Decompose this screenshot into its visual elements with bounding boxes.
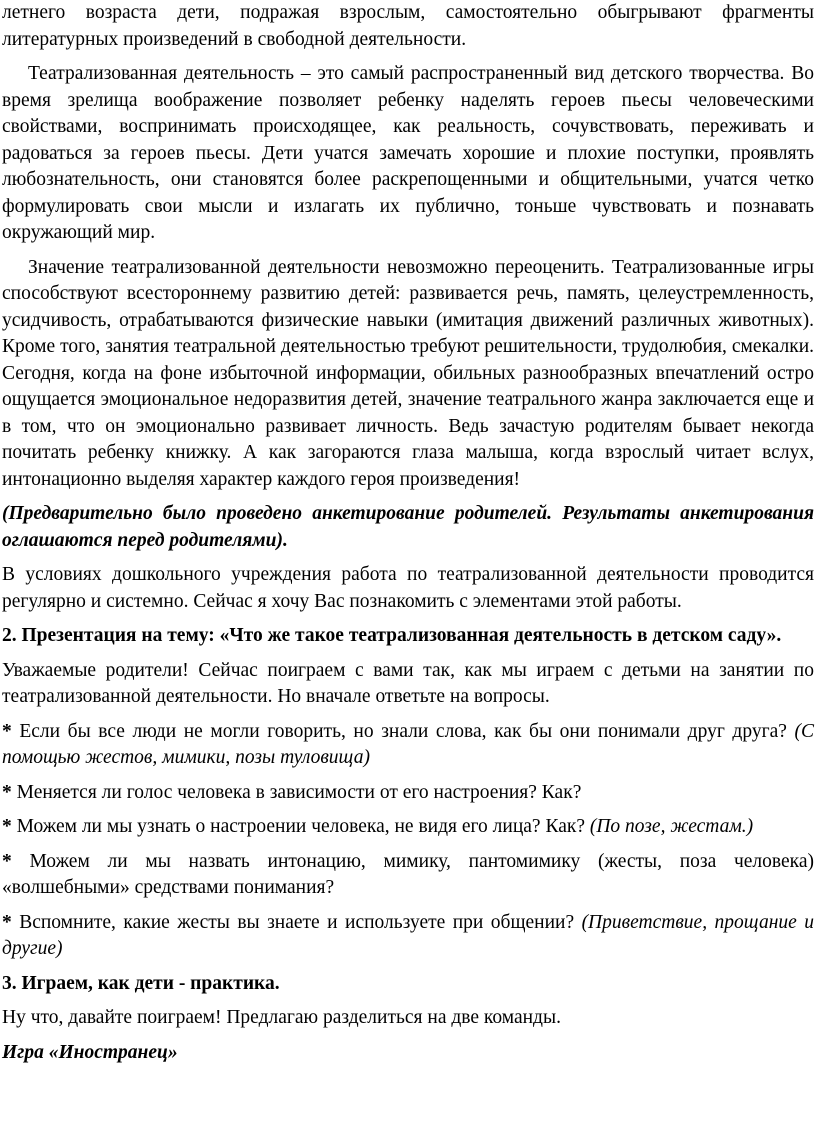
question-answer: (С помощью жестов, мимики, позы туловища)	[2, 720, 814, 768]
question-4	[2, 849, 814, 902]
bullet-star: *	[2, 720, 12, 742]
question-5	[2, 910, 814, 963]
question-text: Меняется ли голос человека в зависимости от его настроения? Как?	[11, 781, 582, 803]
game-title: Игра «Иностранец»	[2, 1041, 178, 1063]
question-answer: (По позе, жестам.)	[589, 816, 754, 837]
paragraph-address-parents: Уважаемые родители! Сейчас поиграем с вами так, как мы играем с детьми на занятии по театрализованной деятельности. Но вначале ответьте на вопросы.	[2, 659, 814, 707]
question-2	[2, 780, 814, 807]
question-text: Если бы все люди не могли говорить, но знали слова, как бы они понимали друг друга?	[11, 720, 787, 742]
paragraph-work-conditions: В условиях дошкольного учреждения работа по театрализованной деятельности проводится регулярно и системно. Сейчас я хочу Вас познакомить с элементами этой работы.	[2, 564, 814, 612]
section-heading-presentation: 2. Презентация на тему: «Что же такое театрализованная деятельность в детском саду».	[2, 625, 782, 646]
paragraph-significance: Значение театрализованной деятельности невозможно переоценить. Театрализованные игры способствуют всестороннему развитию детей: развивается речь, память, целеустремленность, усидчивость, отрабатываются физические навыки (имитация движений различных животных). Кроме того, занятия театральной деятельностью требуют решительности, трудолюбия, смекалки. Сегодня, когда на фоне избыточной информации, обильных разнообразных впечатлений остро ощущается эмоциональное недоразвития детей, значение театрального жанра заключается еще и в том, что он эмоционально развивает личность. Ведь зачастую родителям бывает некогда почитать ребенку книжку. А как загораются глаза малыша, когда взрослый читает вслух, интонационно выделяя характер каждого героя произведения!	[2, 256, 814, 490]
section-heading-practice: 3. Играем, как дети - практика.	[2, 972, 280, 994]
paragraph-lets-play: Ну что, давайте поиграем! Предлагаю разделиться на две команды.	[2, 1007, 561, 1028]
question-answer: (Приветствие, прощание и другие)	[2, 911, 814, 959]
question-1	[2, 719, 814, 772]
paragraph-survey-note: (Предварительно было проведено анкетирование родителей. Результаты анкетирования оглашаются перед родителями).	[2, 503, 814, 551]
bullet-star: *	[2, 781, 12, 803]
paragraph-intro-continuation: летнего возраста дети, подражая взрослым, самостоятельно обыгрывают фрагменты литературных произведений в свободной деятельности.	[2, 2, 814, 50]
paragraph-theatrical-activity: Театрализованная деятельность – это самый распространенный вид детского творчества. Во время зрелища воображение позволяет ребенку наделять героев пьесы человеческими свойствами, воспринимать происходящее, как реальность, сочувствовать, переживать и радоваться за героев пьесы. Дети учатся замечать хорошие и плохие поступки, проявлять любознательность, они становятся более раскрепощенными и общительными, учатся четко формулировать свои мысли и излагать их публично, тоньше чувствовать и познавать окружающий мир.	[2, 63, 814, 243]
bullet-star: *	[2, 911, 12, 933]
question-text: Можем ли мы узнать о настроении человека, не видя его лица? Как?	[11, 816, 590, 837]
bullet-star: *	[2, 816, 12, 837]
question-text: Вспомните, какие жесты вы знаете и используете при общении?	[11, 911, 582, 933]
bullet-star: *	[2, 850, 12, 872]
question-3	[2, 814, 814, 841]
question-text: Можем ли мы назвать интонацию, мимику, пантомимику (жесты, поза человека) «волшебными» средствами понимания?	[2, 850, 814, 898]
